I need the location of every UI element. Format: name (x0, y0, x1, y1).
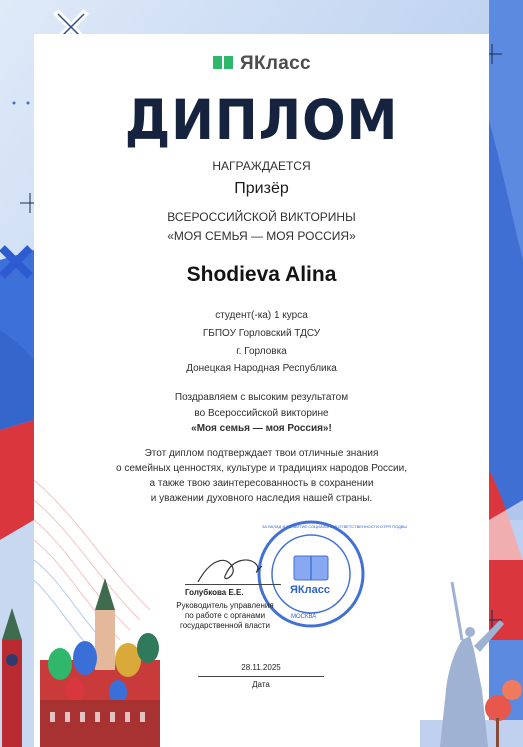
detail-institution: ГБПОУ Горловский ТДСУ (202, 328, 321, 339)
brand-logo (212, 53, 311, 75)
detail-region: Донецкая Народная Республика (186, 363, 337, 374)
diploma-title: ДИПЛОМ (124, 88, 399, 152)
signer-name: Голубкова Е.Е. (185, 588, 244, 597)
statement-line-3: а также твою заинтересованность в сохранении (149, 478, 374, 489)
date-value: 28.11.2025 (241, 663, 281, 672)
statement-line-2: о семейных ценностях, культуре и традициях народов России, (116, 463, 407, 474)
signer-role (160, 601, 290, 631)
date-label: Дата (252, 680, 270, 689)
congrats-line-2: во Всероссийской викторине (194, 408, 329, 419)
brand-name: ЯКласс (240, 53, 311, 74)
event-line-2: «МОЯ СЕМЬЯ — МОЯ РОССИЯ» (167, 229, 356, 243)
rank: Призёр (234, 180, 289, 197)
recipient-name: Shodieva Alina (186, 263, 337, 286)
statement-line-4: и уважении духовного наследия нашей страны. (150, 493, 373, 504)
congrats-line-1: Поздравляем с высоким результатом (174, 392, 349, 403)
signature-line (185, 584, 281, 585)
signer-role-line-3: государственной власти (179, 621, 271, 630)
stamp-city: МОСКВА (291, 614, 317, 620)
signer-role-line-1: Руководитель управления (176, 601, 274, 610)
book-icon (212, 54, 234, 75)
event-line-1: ВСЕРОССИЙСКОЙ ВИКТОРИНЫ (167, 210, 356, 224)
date-line (198, 676, 324, 677)
awarded-label: НАГРАЖДАЕТСЯ (212, 159, 311, 173)
stamp-ring-text: ЗА ВКЛАД В РАЗВИТИЕ СОЦИАЛЬНОЙ ОТВЕТСТВЕННОСТИ ОТРЯ ПОДВЫ (262, 524, 407, 529)
statement-line-1: Этот диплом подтверждает твои отличные знания (144, 448, 379, 459)
detail-course: студент(-ка) 1 курса (215, 310, 308, 321)
stamp-brand: ЯКласс (290, 584, 330, 596)
congrats-line-3: «Моя семья — моя Россия»! (191, 423, 332, 434)
signer-role-line-2: по работе с органами (184, 611, 266, 620)
detail-city: г. Горловка (236, 346, 287, 357)
